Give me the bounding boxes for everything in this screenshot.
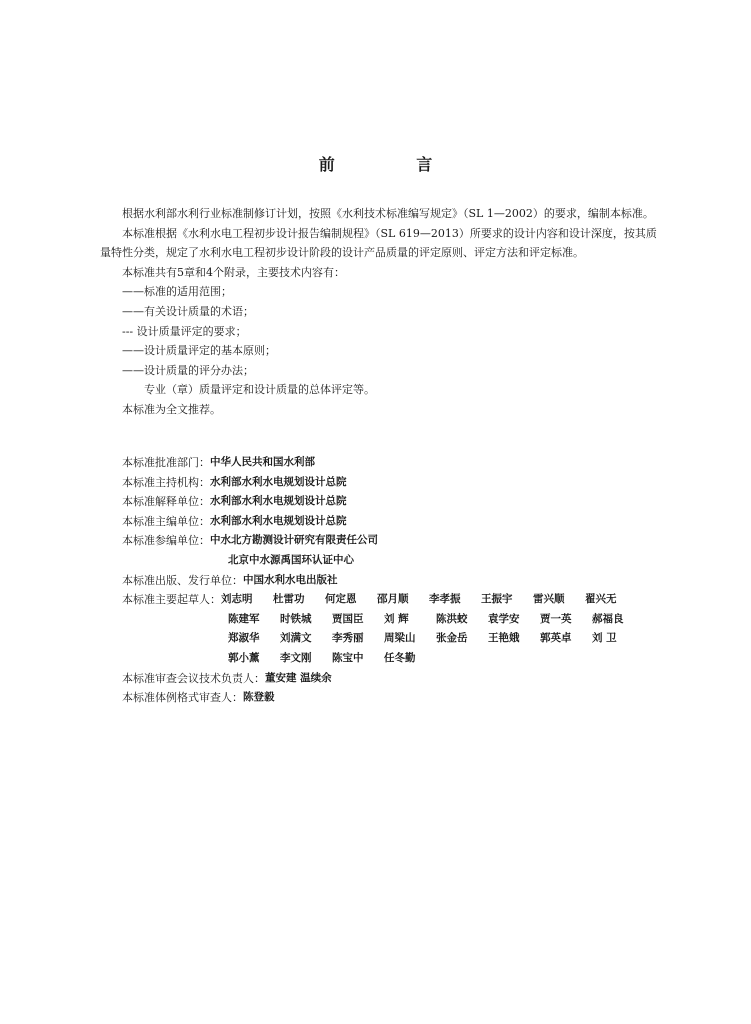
paragraph-4: 本标准为全文推荐。 [122,402,221,416]
participant-unit: 北京中水源禹国环认证中心 [228,553,354,566]
format-reviewer-label: 本标准体例格式审查人： [122,691,243,705]
drafter-name: 郑淑华 [228,632,260,645]
publisher-value: 中国水利水电出版社 [243,573,338,586]
host-label: 本标准主持机构： [122,475,210,489]
drafter-name: 雷兴顺 [533,593,565,606]
drafter-name: 何定恩 [325,593,357,606]
drafters-row-continued [122,649,662,669]
drafters-row [122,590,662,610]
reviewer-label: 本标准审查会议技术负责人： [122,671,265,685]
drafter-name: 郭小薰 [228,651,260,664]
drafter-name: 杜雷功 [273,593,305,606]
drafter-name: 周梁山 [384,632,416,645]
drafter-name: 王振宇 [481,593,513,606]
drafter-name: 贾国臣 [332,612,364,625]
page-title: 前 言 [318,155,471,174]
publisher-row [122,571,662,591]
paragraph-1: 根据水利部水利行业标准制修订计划，按照《水利技术标准编写规定》（SL 1—2002）的要求，编制本标准。 [122,207,654,220]
drafter-names [228,610,644,630]
list-item: ——设计质量的评分办法； [122,363,254,377]
approver-label: 本标准批准部门： [122,456,210,469]
drafter-name: 任冬勤 [384,651,416,664]
drafter-name: 张金岳 [436,632,468,645]
format-reviewer-row [122,688,662,708]
drafter-name: 郭英卓 [540,632,572,645]
chief-editor-value: 水利部水利水电规划设计总院 [210,514,347,527]
list-sub-item: 专业（章）质量评定和设计质量的总体评定等。 [144,383,375,397]
host-row [122,473,662,493]
host-value: 水利部水利水电规划设计总院 [210,475,347,488]
chief-editor-label: 本标准主编单位： [122,514,210,528]
interpreter-label: 本标准解释单位： [122,495,210,509]
drafter-name: 贾一英 [540,612,572,625]
list-item: --- 设计质量评定的要求； [122,324,247,338]
list-item: ——标准的适用范围； [122,285,232,299]
participants-row [122,531,662,551]
drafter-name: 李文刚 [280,651,312,664]
drafter-name: 李孝振 [429,593,461,606]
drafter-name: 刘 辉 [384,612,409,625]
participants-row-continued [122,551,662,571]
drafters-label: 本标准主要起草人： [122,593,221,607]
reviewer-row [122,669,662,689]
participants-label: 本标准参编单位： [122,534,210,548]
drafters-row-continued [122,629,662,649]
drafter-name: 王艳娥 [488,632,520,645]
paragraph-2: 本标准根据《水利水电工程初步设计报告编制规程》（SL 619—2013）所要求的设计内容和设计深度，按其质量特性分类，规定了水利水电工程初步设计阶段的设计产品质量的评定原则、评定方法和评定标准。 [100,226,657,260]
drafter-name: 翟兴无 [585,593,617,606]
drafter-names [228,629,644,649]
paragraph-3: 本标准共有5章和4个附录，主要技术内容有： [122,265,345,279]
reviewer-value: 董安建 温续余 [265,671,332,684]
drafter-names [221,590,637,610]
drafter-name: 邵月顺 [377,593,409,606]
drafter-name: 时铁城 [280,612,312,625]
foreword-body [100,204,658,420]
drafter-name: 刘满文 [280,632,312,645]
list-item: ——有关设计质量的术语； [122,304,254,318]
approver-row [122,453,662,473]
drafter-name: 陈建军 [228,612,260,625]
drafter-name: 陈宝中 [332,651,364,664]
drafter-name: 袁学安 [488,612,520,625]
drafters-row-continued [122,610,662,630]
list-item: ——设计质量评定的基本原则； [122,344,276,358]
drafter-name: 陈洪蛟 [436,612,468,625]
credits-block [122,453,662,708]
drafter-names [228,649,436,669]
approver-value: 中华人民共和国水利部 [210,456,315,468]
interpreter-row [122,492,662,512]
format-reviewer-value: 陈登毅 [243,691,275,704]
publisher-label: 本标准出版、发行单位： [122,573,243,587]
drafter-name: 刘志明 [221,593,253,606]
drafter-name: 李秀丽 [332,632,364,645]
interpreter-value: 水利部水利水电规划设计总院 [210,495,347,508]
chief-editor-row [122,512,662,532]
drafter-name: 郝福良 [592,612,624,625]
drafter-name: 刘 卫 [592,632,617,645]
participant-unit: 中水北方勘测设计研究有限责任公司 [210,534,378,547]
